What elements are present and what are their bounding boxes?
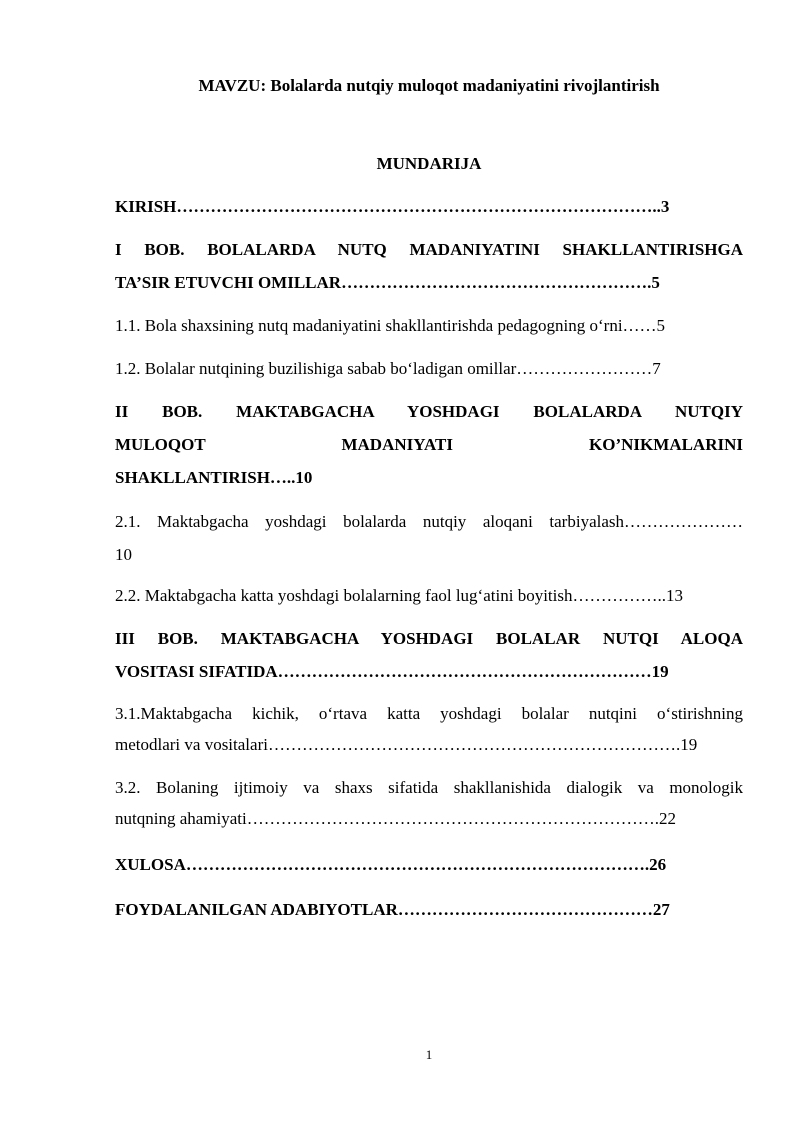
toc-entry-text: 1.2. Bolalar nutqining buzilishiga sabab bo‘ladigan omillar……………………7: [115, 359, 661, 378]
topic-title: [115, 76, 743, 96]
toc-entry-text: TA’SIR ETUVCHI OMILLAR……………………………………………….5: [115, 273, 660, 292]
toc-entry-text: XULOSA……………………………………………………………………….26: [115, 855, 667, 874]
page-number: 1: [425, 1047, 433, 1062]
toc-heading: MUNDARIJA: [376, 154, 482, 173]
toc-entry-text: 3.1.Maktabgacha kichik, o‘rtava katta yoshdagi bolalar nutqini o‘stirishning: [115, 704, 743, 723]
toc-entry-3-1[interactable]: [115, 698, 743, 760]
toc-entry-text: 2.1. Maktabgacha yoshdagi bolalarda nutqiy aloqani tarbiyalash…………………: [115, 512, 743, 531]
toc-entry-text: VOSITASI SIFATIDA…………………………………………………………19: [115, 662, 669, 681]
toc-entry-kirish[interactable]: [115, 190, 743, 223]
toc-entry-1-2[interactable]: [115, 352, 743, 385]
toc-entry-2-2[interactable]: [115, 579, 743, 612]
toc-entry-3-2[interactable]: [115, 772, 743, 834]
toc-entry-text: SHAKLLANTIRISH…..10: [115, 468, 313, 487]
toc-entry-text: 1.1. Bola shaxsining nutq madaniyatini shakllantirishda pedagogning o‘rni……5: [115, 316, 666, 335]
toc-entry-text: nutqning ahamiyati……………………………………………………………….22: [115, 809, 676, 828]
toc-entry-text: KIRISH…………………………………………………………………………..3: [115, 197, 670, 216]
toc-entry-text: metodlari va vositalari……………………………………………………………….19: [115, 735, 698, 754]
topic-text: MAVZU: Bolalarda nutqiy muloqot madaniyatini rivojlantirish: [198, 76, 660, 95]
toc-entry-text: FOYDALANILGAN ADABIYOTLAR………………………………………27: [115, 900, 670, 919]
toc-entry-2-1[interactable]: [115, 505, 743, 571]
toc-entry-text: II BOB. MAKTABGACHA YOSHDAGI BOLALARDA NUTQIY: [115, 402, 743, 421]
toc-entry-bob2[interactable]: [115, 395, 743, 494]
toc-entry-text: 2.2. Maktabgacha katta yoshdagi bolalarning faol lug‘atini boyitish……………..13: [115, 586, 683, 605]
toc-entry-adabiyotlar[interactable]: [115, 893, 743, 926]
toc-entry-text: 3.2. Bolaning ijtimoiy va shaxs sifatida shakllanishida dialogik va monologik: [115, 778, 743, 797]
toc-entry-text: I BOB. BOLALARDA NUTQ MADANIYATINI SHAKLLANTIRISHGA: [115, 240, 743, 259]
toc-entry-text: MULOQOT MADANIYATI KO’NIKMALARINI: [115, 435, 743, 454]
toc-entry-text: 10: [115, 545, 132, 564]
toc-entry-xulosa[interactable]: [115, 848, 743, 881]
toc-entry-text: III BOB. MAKTABGACHA YOSHDAGI BOLALAR NUTQI ALOQA: [115, 629, 743, 648]
toc-entry-1-1[interactable]: [115, 309, 743, 342]
toc-entry-bob1[interactable]: [115, 233, 743, 299]
toc-entry-bob3[interactable]: [115, 622, 743, 688]
